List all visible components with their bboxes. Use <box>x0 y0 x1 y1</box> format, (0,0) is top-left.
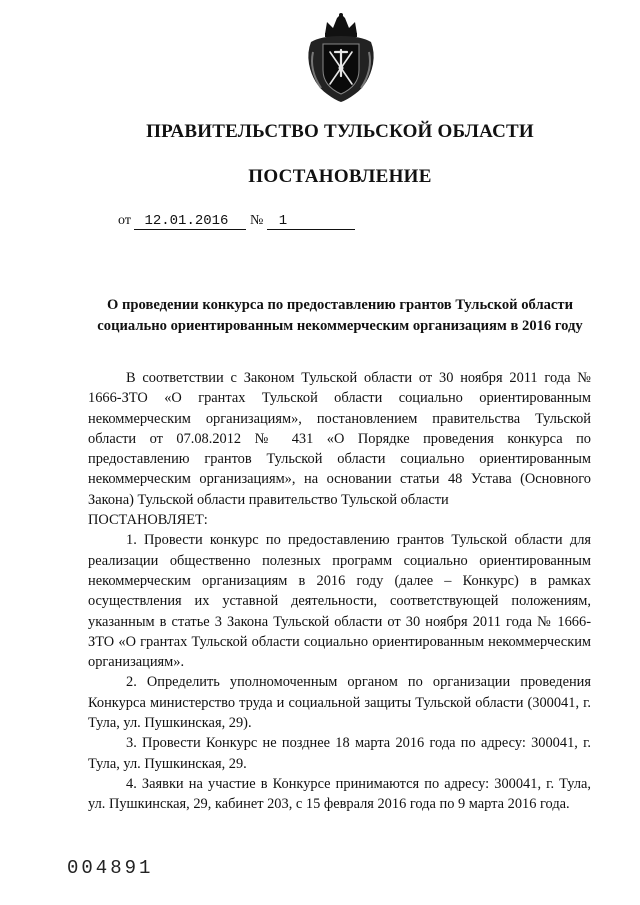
document-body <box>88 368 591 815</box>
number-label: № <box>249 213 264 228</box>
item-2-paragraph: 2. Определить уполномоченным органом по организации проведения Конкурса министерство труда и социальной защиты Тульской области (300041, г. Тула, ул. Пушкинская, 29). <box>88 674 591 732</box>
number-value: 1 <box>267 214 355 230</box>
preamble-paragraph: В соответствии с Законом Тульской области от 30 ноября 2011 года № 1666-ЗТО «О грантах Тульской области социально ориентированным некоммерческим организациям», постановлением правительства Тульской области от 07.08.2012 № 431 «О Порядке проведения конкурса по предоставлению грантов Тульской области социально ориентированным некоммерческим организациям», на основании статьи 48 Устава (Основного Закона) Тульской области правительство Тульской области <box>88 370 591 508</box>
item-3-paragraph: 3. Провести Конкурс не позднее 18 марта 2016 года по адресу: 300041, г. Тула, ул. Пушкинская, 29. <box>88 735 591 772</box>
tula-coat-of-arms-icon <box>303 12 379 104</box>
subject-line-1: О проведении конкурса по предоставлению грантов Тульской области <box>107 297 573 313</box>
subject-line-2: социально ориентированным некоммерческим организациям в 2016 году <box>97 318 583 334</box>
date-value: 12.01.2016 <box>134 214 246 230</box>
item-4-paragraph: 4. Заявки на участие в Конкурсе принимаются по адресу: 300041, г. Тула, ул. Пушкинская, 29, кабинет 203, с 15 февраля 2016 года по 9 марта 2016 года. <box>88 775 591 813</box>
serial-number: 004891 <box>67 857 154 879</box>
document-subject <box>80 295 600 337</box>
item-1-paragraph: 1. Провести конкурс по предоставлению грантов Тульской области для реализации общественно полезных программ социально ориентированным некоммерческим организациям в 2016 году (далее – Конкурс) в рамках осуществления их уставной деятельности, соответствующей положениям, указанным в статье 3 Закона Тульской области от 30 ноября 2011 года № 1666-ЗТО «О грантах Тульской области социально ориентированным некоммерческим организациям». <box>88 532 591 671</box>
decree-word: ПОСТАНОВЛЯЕТ: <box>88 512 208 529</box>
date-label: от <box>118 213 131 228</box>
document-type-title: ПОСТАНОВЛЕНИЕ <box>248 166 432 187</box>
date-number-line <box>118 213 355 230</box>
organization-title: ПРАВИТЕЛЬСТВО ТУЛЬСКОЙ ОБЛАСТИ <box>146 121 534 142</box>
